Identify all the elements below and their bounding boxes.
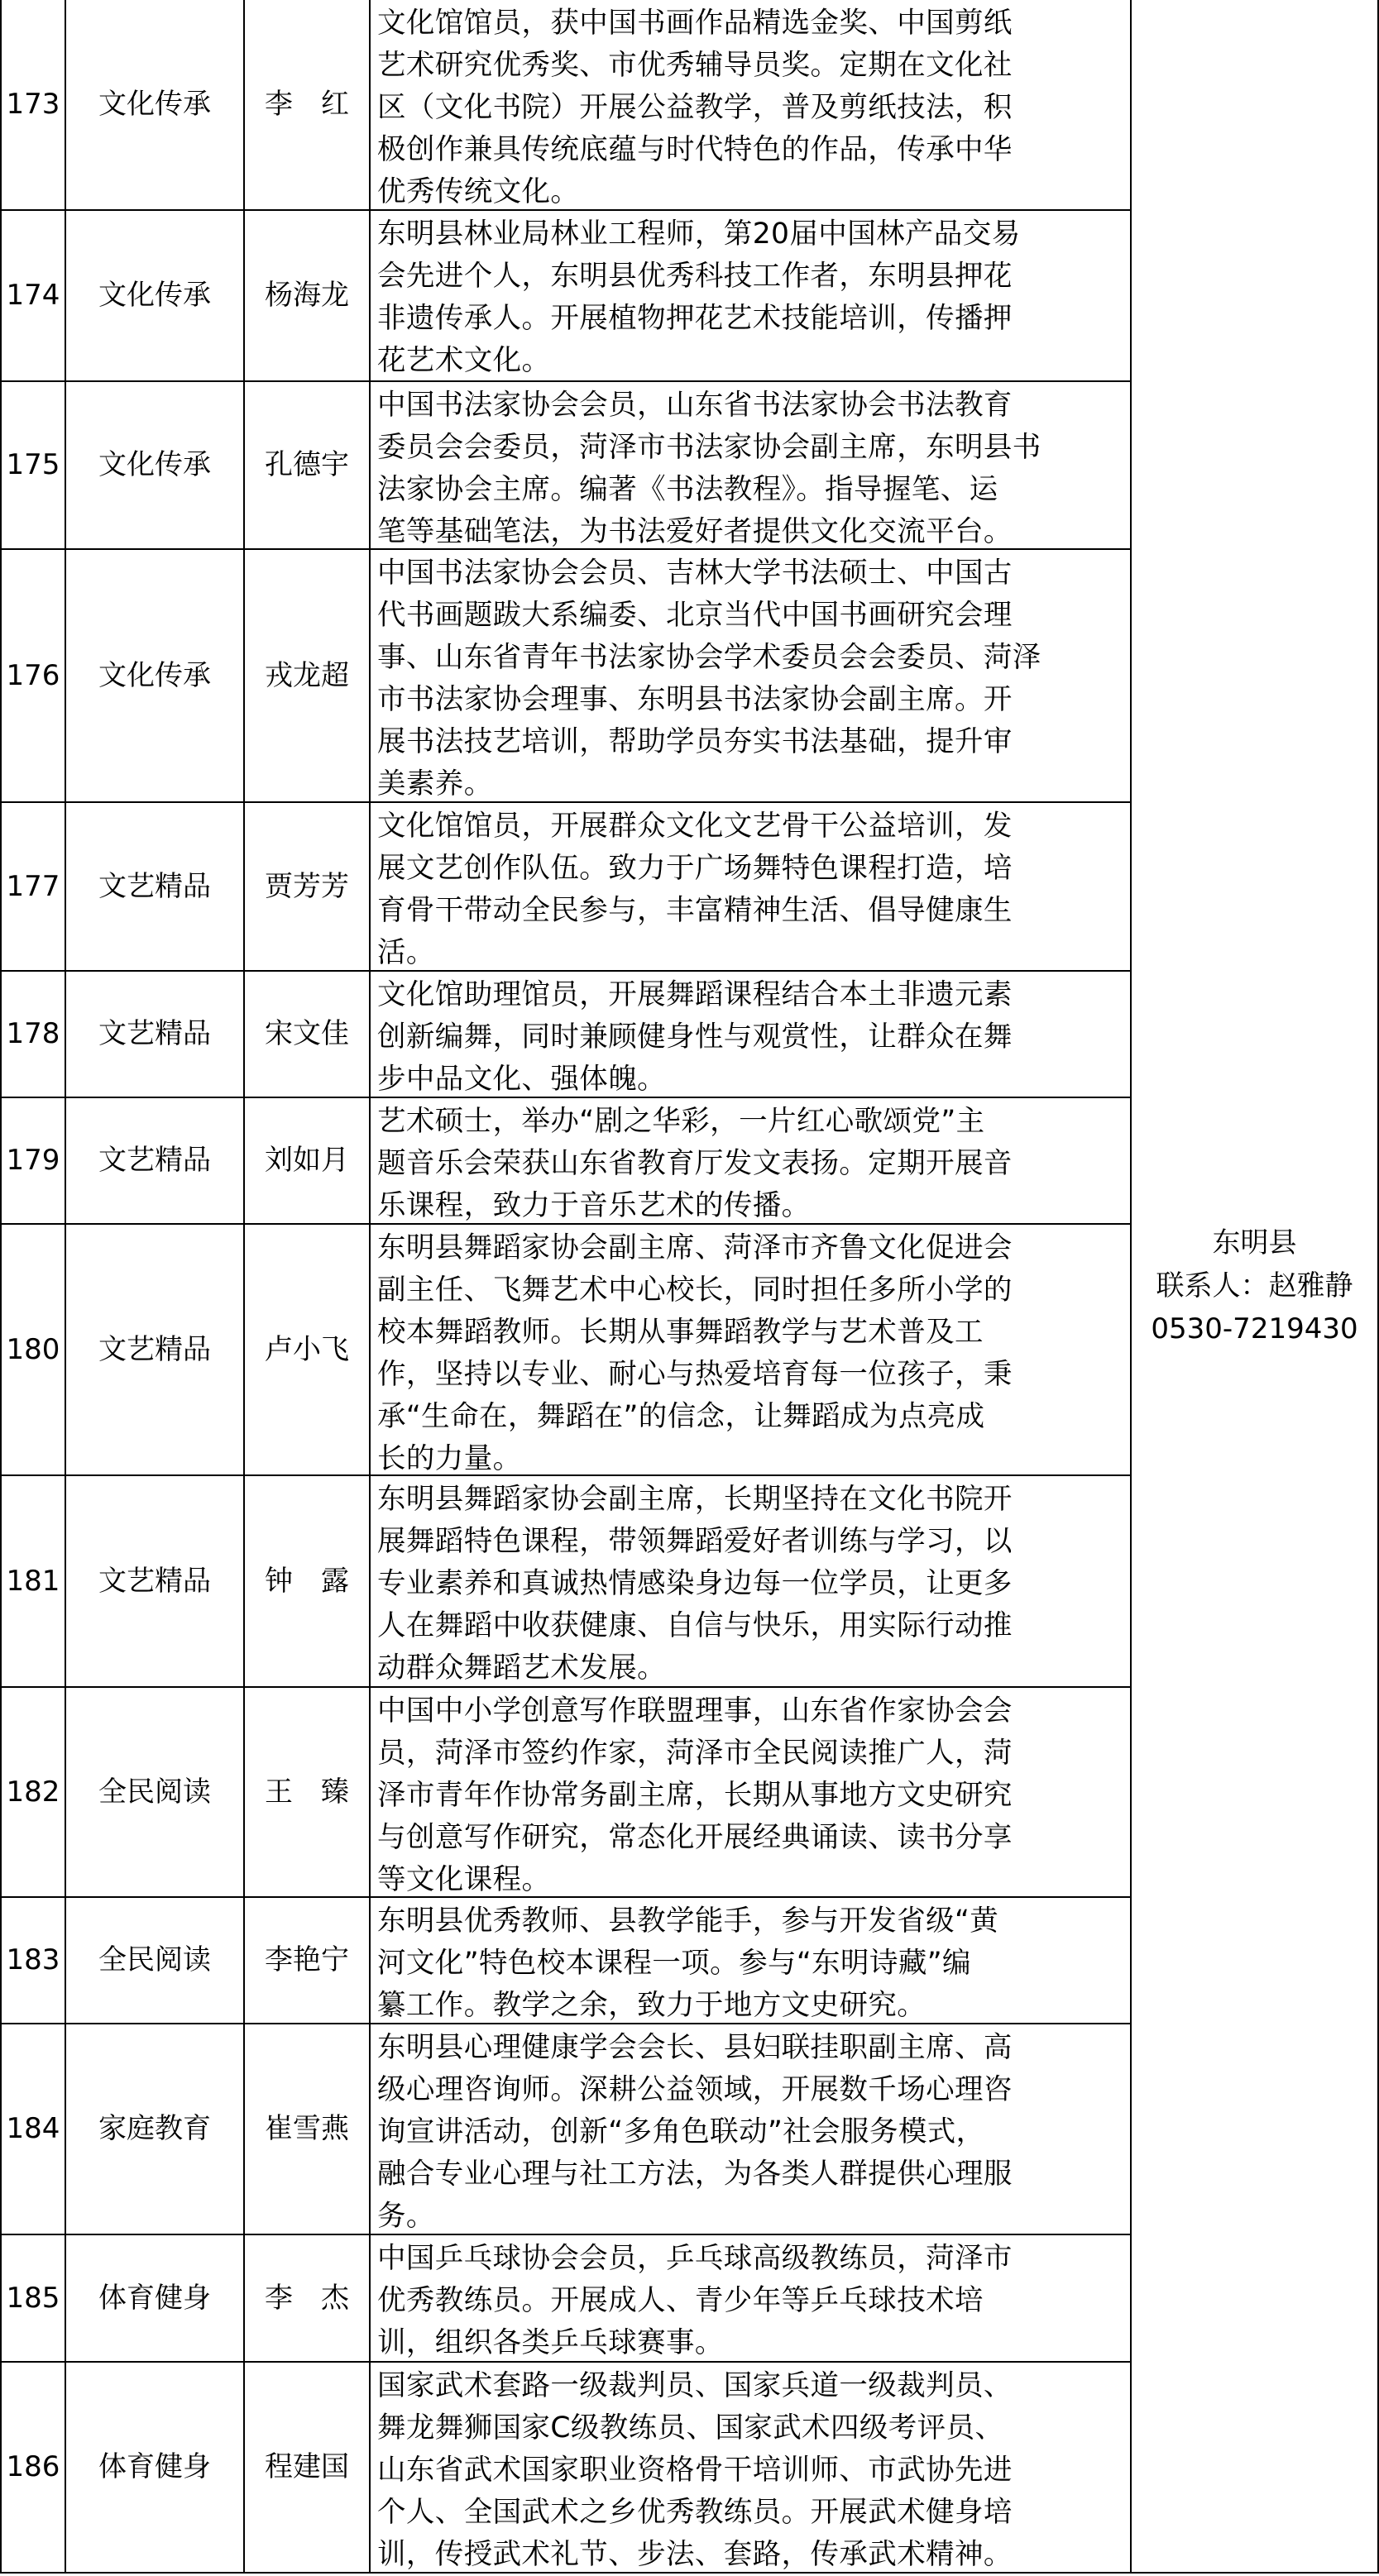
row-category: 体育健身: [65, 2235, 243, 2361]
description-line: 花艺术文化。: [377, 344, 551, 377]
row-description: [369, 2235, 1130, 2361]
description-line: 东明县舞蹈家协会副主席、菏泽市齐鲁文化促进会: [377, 1231, 1013, 1264]
description-line: 纂工作。教学之余，致力于地方文史研究。: [377, 1989, 927, 2022]
table-row: [0, 1688, 1130, 1898]
row-number: 186: [0, 2363, 65, 2572]
description-line: 人在舞蹈中收获健康、自信与快乐，用实际行动推: [377, 1609, 1013, 1642]
description-line: 训，传授武术礼节、步法、套路，传承武术精神。: [377, 2538, 1013, 2571]
description-line: 优秀教练员。开展成人、青少年等乒乓球技术培: [377, 2284, 984, 2317]
table-row: [0, 2363, 1130, 2574]
row-number: 177: [0, 803, 65, 970]
row-description: [369, 1225, 1130, 1474]
description-line: 东明县林业局林业工程师，第20届中国林产品交易: [377, 217, 1021, 251]
row-category: 文艺精品: [65, 1476, 243, 1686]
row-name: 李艳宁: [243, 1898, 369, 2023]
row-description: [369, 803, 1130, 970]
description-line: 作，坚持以专业、耐心与热爱培育每一位孩子，秉: [377, 1358, 1013, 1391]
description-line: 训，组织各类乒乓球赛事。: [377, 2326, 724, 2359]
row-name: 宋文佳: [243, 972, 369, 1097]
row-description: [369, 382, 1130, 548]
description-line: 文化馆馆员，开展群众文化文艺骨干公益培训，发: [377, 810, 1013, 843]
row-name: 孔德宇: [243, 382, 369, 548]
table-row: [0, 211, 1130, 382]
description-line: 事、山东省青年书法家协会学术委员会会委员、菏泽: [377, 641, 1041, 674]
description-line: 中国书法家协会会员、吉林大学书法硕士、中国古: [377, 557, 1013, 590]
description-line: 与创意写作研究，常态化开展经典诵读、读书分享: [377, 1821, 1013, 1854]
table-row: [0, 1476, 1130, 1688]
description-line: 长的力量。: [377, 1442, 522, 1475]
description-line: 承“生命在，舞蹈在”的信念，让舞蹈成为点亮成: [377, 1400, 985, 1433]
description-line: 步中品文化、强体魄。: [377, 1063, 666, 1096]
description-line: 国家武术套路一级裁判员、国家兵道一级裁判员、: [377, 2369, 1013, 2402]
row-category: 文化传承: [65, 0, 243, 209]
description-line: 融合专业心理与社工方法，为各类人群提供心理服: [377, 2158, 1013, 2191]
row-category: 文艺精品: [65, 1225, 243, 1474]
description-line: 级心理咨询师。深耕公益领域，开展数千场心理咨: [377, 2073, 1013, 2106]
row-description: [369, 0, 1130, 209]
row-description: [369, 1898, 1130, 2023]
row-category: 全民阅读: [65, 1688, 243, 1896]
table-row: [0, 2024, 1130, 2235]
description-line: 乐课程，致力于音乐艺术的传播。: [377, 1189, 811, 1222]
description-line: 委员会会委员，菏泽市书法家协会副主席，东明县书: [377, 431, 1041, 464]
row-number: 175: [0, 382, 65, 548]
contact-phone: 0530-7219430: [1151, 1312, 1358, 1345]
row-category: 文化传承: [65, 211, 243, 380]
description-line: 等文化课程。: [377, 1863, 551, 1896]
table-row: [0, 550, 1130, 803]
description-line: 育骨干带动全民参与，丰富精神生活、倡导健康生: [377, 894, 1013, 927]
row-description: [369, 211, 1130, 380]
contact-county: 东明县: [1212, 1226, 1297, 1259]
description-line: 副主任、飞舞艺术中心校长，同时担任多所小学的: [377, 1274, 1013, 1307]
table-row: [0, 1098, 1130, 1225]
row-name: 钟 露: [243, 1476, 369, 1686]
table-row: [0, 0, 1130, 211]
description-line: 优秀传统文化。: [377, 175, 580, 208]
description-line: 展书法技艺培训，帮助学员夯实书法基础，提升审: [377, 725, 1013, 758]
description-line: 非遗传承人。开展植物押花艺术技能培训，传播押: [377, 302, 1013, 335]
row-number: 178: [0, 972, 65, 1097]
description-line: 中国乒乓球协会会员，乒乓球高级教练员，菏泽市: [377, 2242, 1013, 2275]
row-category: 文艺精品: [65, 972, 243, 1097]
row-number: 179: [0, 1098, 65, 1223]
row-name: 刘如月: [243, 1098, 369, 1223]
description-line: 区（文化书院）开展公益教学，普及剪纸技法，积: [377, 91, 1013, 124]
description-line: 中国书法家协会会员，山东省书法家协会书法教育: [377, 389, 1013, 422]
row-name: 崔雪燕: [243, 2024, 369, 2234]
description-line: 市书法家协会理事、东明县书法家协会副主席。开: [377, 683, 1013, 716]
table-row: [0, 382, 1130, 550]
description-line: 员，菏泽市签约作家，菏泽市全民阅读推广人，菏: [377, 1737, 1013, 1770]
description-line: 个人、全国武术之乡优秀教练员。开展武术健身培: [377, 2496, 1013, 2529]
table-row: [0, 1225, 1130, 1476]
row-category: 文艺精品: [65, 803, 243, 970]
description-line: 展文艺创作队伍。致力于广场舞特色课程打造，培: [377, 852, 1013, 885]
row-name: 程建国: [243, 2363, 369, 2572]
description-line: 询宣讲活动，创新“多角色联动”社会服务模式，: [377, 2115, 985, 2148]
table-row: [0, 2235, 1130, 2363]
row-name: 李 红: [243, 0, 369, 209]
description-line: 东明县优秀教师、县教学能手，参与开发省级“黄: [377, 1905, 999, 1938]
description-line: 美素养。: [377, 767, 493, 801]
table-row: [0, 1898, 1130, 2024]
description-line: 泽市青年作协常务副主席，长期从事地方文史研究: [377, 1779, 1013, 1812]
description-line: 艺术硕士，举办“剧之华彩，一片红心歌颂党”主: [377, 1105, 985, 1138]
row-category: 家庭教育: [65, 2024, 243, 2234]
description-line: 山东省武术国家职业资格骨干培训师、市武协先进: [377, 2454, 1013, 2487]
row-name: 杨海龙: [243, 211, 369, 380]
table-row: [0, 803, 1130, 972]
row-number: 184: [0, 2024, 65, 2234]
description-line: 法家协会主席。编著《书法教程》。指导握笔、运: [377, 473, 998, 506]
table-row: [0, 972, 1130, 1098]
row-number: 180: [0, 1225, 65, 1474]
row-name: 王 臻: [243, 1688, 369, 1896]
row-description: [369, 972, 1130, 1097]
row-name: 卢小飞: [243, 1225, 369, 1474]
row-category: 文艺精品: [65, 1098, 243, 1223]
description-line: 中国中小学创意写作联盟理事，山东省作家协会会: [377, 1694, 1013, 1728]
row-number: 176: [0, 550, 65, 801]
contact-person: 联系人：赵雅静: [1156, 1269, 1353, 1302]
description-line: 动群众舞蹈艺术发展。: [377, 1651, 666, 1685]
row-description: [369, 1098, 1130, 1223]
row-number: 181: [0, 1476, 65, 1686]
description-line: 极创作兼具传统底蕴与时代特色的作品，传承中华: [377, 133, 1013, 166]
description-line: 题音乐会荣获山东省教育厅发文表扬。定期开展音: [377, 1147, 1013, 1180]
description-line: 展舞蹈特色课程，带领舞蹈爱好者训练与学习，以: [377, 1525, 1013, 1558]
row-name: 李 杰: [243, 2235, 369, 2361]
description-line: 东明县舞蹈家协会副主席，长期坚持在文化书院开: [377, 1483, 1013, 1516]
description-line: 会先进个人，东明县优秀科技工作者，东明县押花: [377, 260, 1013, 293]
row-name: 戎龙超: [243, 550, 369, 801]
description-line: 创新编舞，同时兼顾健身性与观赏性，让群众在舞: [377, 1020, 1013, 1054]
description-line: 文化馆馆员，获中国书画作品精选金奖、中国剪纸: [377, 7, 1013, 40]
row-description: [369, 550, 1130, 801]
row-name: 贾芳芳: [243, 803, 369, 970]
row-description: [369, 1476, 1130, 1686]
description-line: 东明县心理健康学会会长、县妇联挂职副主席、高: [377, 2031, 1013, 2064]
row-category: 体育健身: [65, 2363, 243, 2572]
row-number: 173: [0, 0, 65, 209]
row-number: 174: [0, 211, 65, 380]
row-description: [369, 1688, 1130, 1896]
description-line: 专业素养和真诚热情感染身边每一位学员，让更多: [377, 1567, 1013, 1600]
description-line: 文化馆助理馆员，开展舞蹈课程结合本土非遗元素: [377, 978, 1013, 1011]
contact-cell: [1130, 0, 1379, 2574]
description-line: 务。: [377, 2200, 435, 2233]
row-description: [369, 2363, 1130, 2572]
row-number: 183: [0, 1898, 65, 2023]
description-line: 代书画题跋大系编委、北京当代中国书画研究会理: [377, 599, 1013, 632]
description-line: 活。: [377, 936, 435, 969]
description-line: 艺术研究优秀奖、市优秀辅导员奖。定期在文化社: [377, 49, 1013, 82]
description-line: 笔等基础笔法，为书法爱好者提供文化交流平台。: [377, 515, 1013, 548]
description-line: 舞龙舞狮国家C级教练员、国家武术四级考评员、: [377, 2411, 1004, 2445]
row-description: [369, 2024, 1130, 2234]
row-category: 文化传承: [65, 550, 243, 801]
row-number: 182: [0, 1688, 65, 1896]
description-line: 河文化”特色校本课程一项。参与“东明诗藏”编: [377, 1947, 971, 1980]
row-number: 185: [0, 2235, 65, 2361]
row-category: 全民阅读: [65, 1898, 243, 2023]
row-category: 文化传承: [65, 382, 243, 548]
description-line: 校本舞蹈教师。长期从事舞蹈教学与艺术普及工: [377, 1316, 984, 1349]
